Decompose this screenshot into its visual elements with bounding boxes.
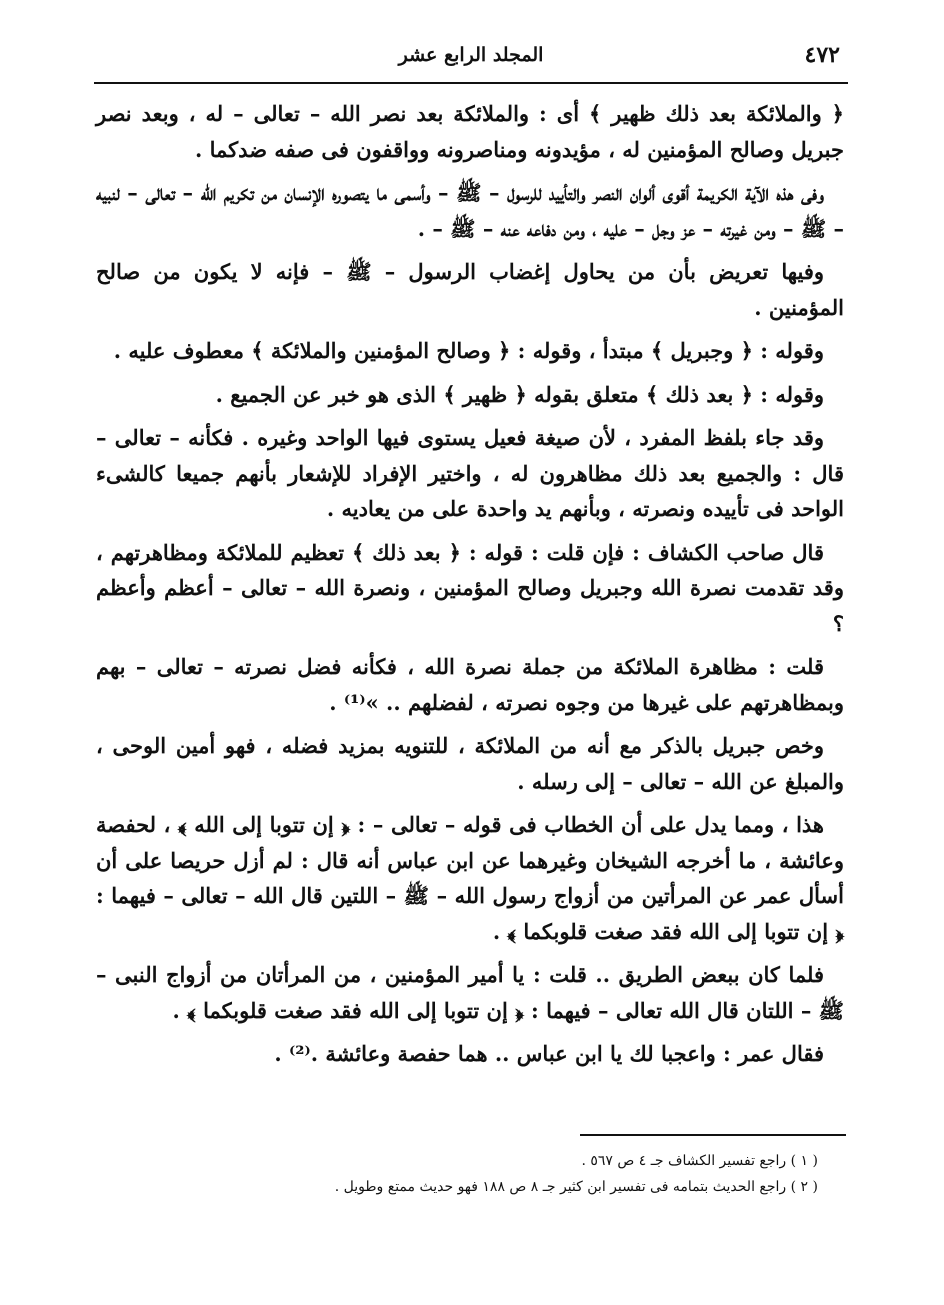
paragraph: وفى هذه الآية الكريمة أقوى ألوان النصر والتأييد للرسول – ﷺ – وأسمى ما يتصوره الإنسان من تكريم الله – تعالى – لنبيه – ﷺ – ومن غيرته – عز وجل – عليه ، ومن دفاعه عنه – ﷺ – .	[96, 180, 844, 241]
footnote-rule	[580, 1134, 846, 1136]
paragraph: وفيها تعريض بأن من يحاول إغضاب الرسول – ﷺ – فإنه لا يكون من صالح المؤمنين .	[96, 259, 844, 320]
paragraph: وخص جبريل بالذكر مع أنه من الملائكة ، للتنويه بمزيد فضله ، فهو أمين الوحى ، والمبلغ عن الله – تعالى – إلى رسله .	[96, 733, 844, 794]
paragraph: قال صاحب الكشاف : فإن قلت : قوله : ﴿ بعد ذلك ﴾ تعظيم للملائكة ومظاهرتهم ، وقد تقدمت نصرة الله وجبريل وصالح المؤمنين ، ونصرة الله – تعالى – أعظم وأعظم ؟	[96, 539, 844, 636]
header-rule	[94, 82, 848, 84]
paragraph: وقوله : ﴿ وجبريل ﴾ مبتدأ ، وقوله : ﴿ وصالح المؤمنين والملائكة ﴾ معطوف عليه .	[113, 338, 824, 363]
paragraph: وقد جاء بلفظ المفرد ، لأن صيغة فعيل يستوى فيها الواحد وغيره . فكأنه – تعالى – قال : والجميع بعد ذلك مظاهرون له ، واختير الإفراد للإشعار بأنهم جميعا كالشىء الواحد فى تأييده ونصرته ، وبأنهم يد واحدة على من يعاديه .	[96, 425, 844, 521]
footnote: ( ١ ) راجع تفسير الكشاف جـ ٤ ص ٥٦٧ .	[581, 1153, 818, 1169]
paragraph: قلت : مظاهرة الملائكة من جملة نصرة الله ، فكأنه فضل نصرته – تعالى – بهم وبمظاهرتهم على غيرها من وجوه نصرته ، لفضلهم .. »⁽¹⁾ .	[96, 654, 844, 715]
footnote: ( ٢ ) راجع الحديث بتمامه فى تفسير ابن كثير جـ ٨ ص ١٨٨ فهو حديث ممتع وطويل .	[334, 1179, 818, 1195]
paragraph: ﴿ والملائكة بعد ذلك ظهير ﴾ أى : والملائكة بعد نصر الله – تعالى – له ، وبعد نصر جبريل وصالح المؤمنين له ، مؤيدونه ومناصرونه وواقفون فى صفه ضدكما .	[96, 101, 844, 162]
page-number: ٤٧٢	[804, 42, 840, 68]
paragraph: فقال عمر : واعجبا لك يا ابن عباس .. هما حفصة وعائشة .⁽²⁾ .	[274, 1041, 824, 1066]
page-header	[98, 42, 844, 78]
paragraph: وقوله : ﴿ بعد ذلك ﴾ متعلق بقوله ﴿ ظهير ﴾ الذى هو خبر عن الجميع .	[215, 381, 824, 407]
running-title: المجلد الرابع عشر	[398, 44, 544, 66]
main-text	[96, 96, 844, 1080]
paragraph: هذا ، ومما يدل على أن الخطاب فى قوله – تعالى – : ﴿ إن تتوبا إلى الله ﴾ ، لحفصة وعائشة ، ما أخرجه الشيخان وغيرهما عن ابن عباس أنه قال : لم أزل حريصا على أن أسأل عمر عن المرأتين من أزواج رسول الله – ﷺ – اللتين قال الله – تعالى – فيهما : ﴿ إن تتوبا إلى الله فقد صغت قلوبكما ﴾ .	[96, 812, 844, 944]
footnotes	[96, 1148, 818, 1200]
paragraph: فلما كان ببعض الطريق .. قلت : يا أمير المؤمنين ، من المرأتان من أزواج النبى – ﷺ – اللتان قال الله تعالى – فيهما : ﴿ إن تتوبا إلى الله فقد صغت قلوبكما ﴾ .	[96, 962, 844, 1023]
